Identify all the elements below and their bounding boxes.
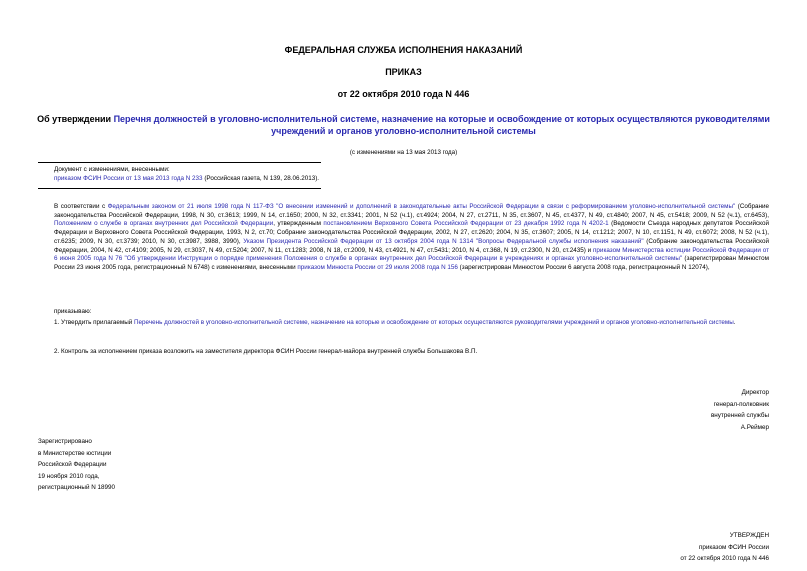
registration-line: Российской Федерации <box>38 461 107 468</box>
amendments-label: Документ с изменениями, внесенными: <box>54 166 170 173</box>
agency-name: ФЕДЕРАЛЬНАЯ СЛУЖБА ИСПОЛНЕНИЯ НАКАЗАНИЙ <box>284 45 523 55</box>
registration-line: в Министерстве юстиции <box>38 449 112 457</box>
document-title <box>30 113 777 137</box>
registration-block <box>38 436 115 494</box>
preamble-text-4: (Ведомости Съезда народных депутатов Российской Федерации и Верховного Совета Российской Федерации, 1993, N 2, ст.70; Собрание законодательства Российской Федерации, 2002, N 27, ст.2620; 2004, N 35, ст.3607; 2005, N 14, ст.1212; 2007, N 10, ст.1151, N 49, ст.6072; 2008, N 52 (ч.1), ст.6235; 2009, N 30, ст.3739; 2010, N 30, ст.3987, 3988, 3990), <box>54 220 769 245</box>
revision-note: (с изменениями на 13 мая 2013 года) <box>349 149 458 156</box>
approved-line: приказом ФСИН России <box>698 543 769 551</box>
signature-line: генерал-полковник <box>713 400 769 408</box>
preamble-text-2: (Собрание законодательства Российской Федерации, 1998, N 30, ст.3613; 1999, N 14, ст.1650; 2000, N 32, ст.3341; 2001, N 52 (ч.1), ст.4924; 2004, N 27, ст.2711, N 35, ст.3607, N 45, ст.4377, N 49, ст.4840; 2007, N 45, ст.5418; 2009, N 52 (ч.1), ст.6453), <box>54 203 769 219</box>
registration-line: Зарегистрировано <box>38 438 92 445</box>
preamble-paragraph <box>54 203 769 273</box>
preamble-text-6: (зарегистрирован Минюстом России 23 июня 2005 года, регистрационный N 6748) с изменениями, внесенными <box>54 255 769 271</box>
signature-line: А.Реймер <box>740 423 769 431</box>
item-1 <box>54 319 769 328</box>
amendment-link[interactable]: приказом ФСИН России от 13 мая 2013 года N 233 <box>54 174 203 182</box>
amendment-source: (Российская газета, N 139, 28.06.2013). <box>202 174 320 182</box>
link-regulation[interactable]: Положением о службе в органах внутренних дел Российской Федерации <box>54 220 274 228</box>
registration-line: 19 ноября 2010 года, <box>38 472 100 480</box>
divider-bottom <box>38 188 321 189</box>
amendments-block <box>54 166 654 183</box>
divider-top <box>38 162 321 163</box>
signature-block <box>711 387 769 433</box>
order-word: приказываю: <box>54 308 92 315</box>
title-prefix: Об утверждении <box>37 114 114 124</box>
preamble-text-7: (зарегистрирован Минюстом России 6 августа 2008 года, регистрационный N 12074), <box>457 263 710 271</box>
link-resolution[interactable]: постановлением Верховного Совета Российской Федерации от 23 декабря 1992 года N 4202-1 <box>323 220 609 228</box>
signature-line: внутренней службы <box>710 412 769 419</box>
link-positions-list[interactable]: Перечень должностей в уголовно-исполнительной системе, назначение на которые и освобождение от которых осуществляются руководителями учреждений и органов уголовно-исполнительной системы <box>134 319 734 326</box>
signature-line: Директор <box>741 389 769 396</box>
preamble-text-3: , утвержденным <box>273 220 324 228</box>
link-minjust-order[interactable]: приказом Минюста России от 29 июля 2008 года N 156 <box>297 263 458 271</box>
item-2: 2. Контроль за исполнением приказа возложить на заместителя директора ФСИН России генерал-майора внутренней службы Большакова В.П. <box>54 348 478 355</box>
doc-date-number: от 22 октября 2010 года N 446 <box>337 89 470 99</box>
link-federal-law[interactable]: Федеральным законом от 21 июля 1998 года N 117-ФЗ "О внесении изменений и дополнений в законодательные акты Российской Федерации в связи с реформированием уголовно-исполнительной системы" <box>107 203 736 210</box>
title-link[interactable]: Перечня должностей в уголовно-исполнительной системе, назначение на которые и освобождение от которых осуществляются руководителями учреждений и органов уголовно-исполнительной системы <box>113 114 770 136</box>
approved-line: УТВЕРЖДЕН <box>729 532 769 539</box>
item-1-text: 1. Утвердить прилагаемый <box>54 319 135 326</box>
registration-line: регистрационный N 18990 <box>38 484 116 491</box>
link-decree[interactable]: Указом Президента Российской Федерации от 13 октября 2004 года N 1314 "Вопросы Федеральной службы исполнения наказаний" <box>243 237 644 245</box>
doc-type: ПРИКАЗ <box>385 67 422 77</box>
approved-block <box>680 530 769 565</box>
preamble-text-5: (Собрание законодательства Российской Федерации, 2004, N 42, ст.4109; 2005, N 29, ст.3037, N 49, ст.5204; 2007, N 11, ст.1283; 2008, N 18, ст.2009, N 43, ст.4921, N 47, ст.5431; 2010, N 4, ст.368, N 19, ст.2300, N 20, ст.2435) и <box>54 237 770 254</box>
amendments-line <box>54 175 654 184</box>
link-justice-order[interactable]: приказом Министерства юстиции Российской Федерации от 6 июня 2005 года N 76 "Об утверждении Инструкции о порядке применения Положения о службе в органах внутренних дел Российской Федерации в учреждениях и органах уголовно-исполнительной системы" <box>54 246 769 263</box>
approved-line: от 22 октября 2010 года N 446 <box>680 555 769 562</box>
item-1-end: . <box>733 319 736 326</box>
preamble-text-1: В соответствии с <box>54 203 108 210</box>
